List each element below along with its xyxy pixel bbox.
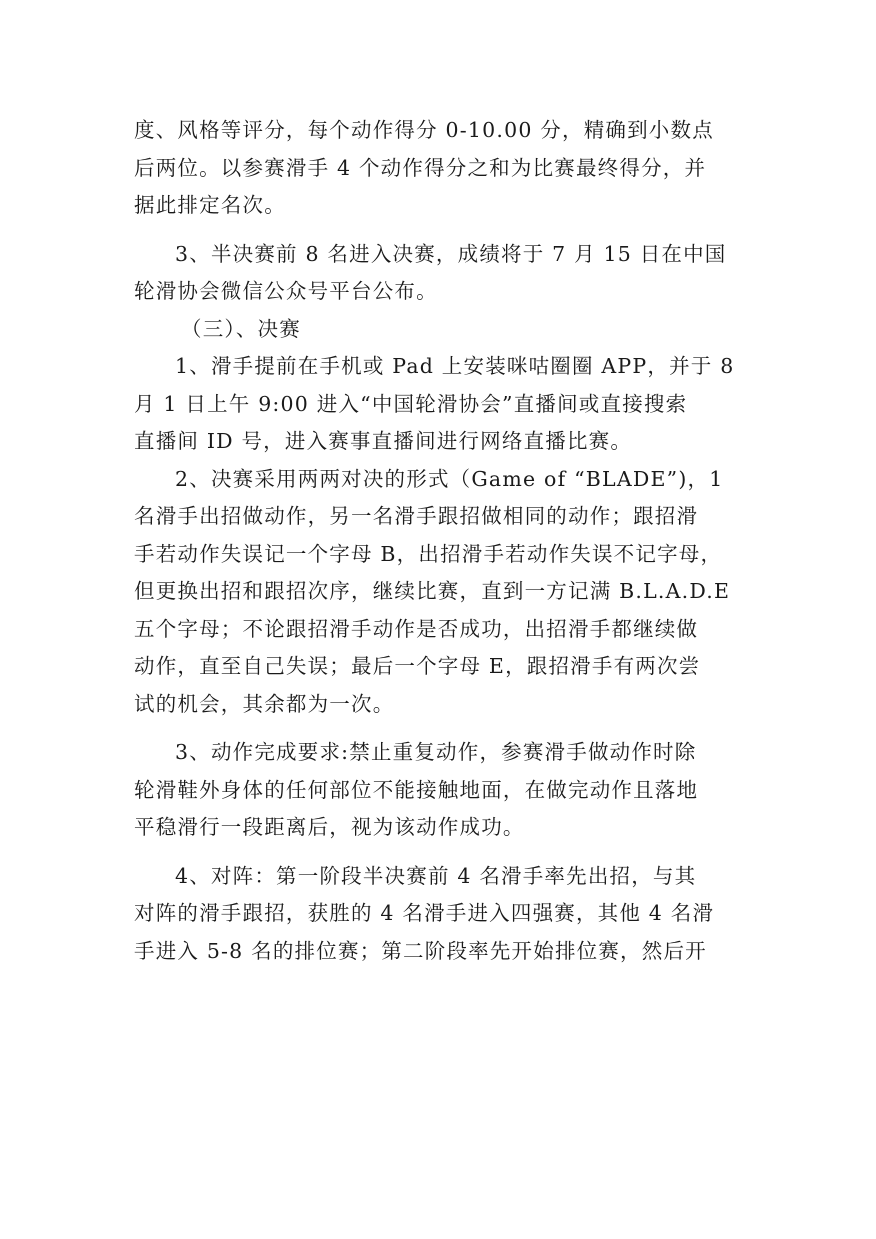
text-line: 动作，直至自己失误；最后一个字母 E，跟招滑手有两次尝 [134, 654, 701, 678]
text-line: 但更换出招和跟招次序，继续比赛，直到一方记满 B.L.A.D.E [134, 579, 731, 603]
text-line: 后两位。以参赛滑手 4 个动作得分之和为比赛最终得分，并 [134, 155, 707, 180]
text-line: 月 1 日上午 9:00 进入“中国轮滑协会”直播间或直接搜索 [134, 391, 688, 416]
text-line: 3、半决赛前 8 名进入决赛，成绩将于 7 月 15 日在中国 [175, 241, 727, 266]
text-line: 手进入 5-8 名的排位赛；第二阶段率先开始排位赛，然后开 [134, 938, 707, 963]
text-line: 试的机会，其余都为一次。 [134, 691, 395, 716]
text-line: 对阵的滑手跟招，获胜的 4 名滑手进入四强赛，其他 4 名滑 [134, 901, 715, 925]
text-line: 直播间 ID 号，进入赛事直播间进行网络直播比赛。 [134, 429, 633, 453]
text-line: 2、决赛采用两两对决的形式（Game of “BLADE”)，1 [175, 466, 724, 491]
text-line: 平稳滑行一段距离后，视为该动作成功。 [134, 815, 525, 839]
text-line: 1、滑手提前在手机或 Pad 上安装咪咕圈圈 APP，并于 8 [175, 354, 735, 378]
text-line: 五个字母；不论跟招滑手动作是否成功，出招滑手都继续做 [134, 616, 699, 641]
text-line: 3、动作完成要求:禁止重复动作，参赛滑手做动作时除 [175, 740, 697, 764]
text-line: 轮滑鞋外身体的任何部位不能接触地面，在做完动作且落地 [134, 777, 699, 802]
text-line: 4、对阵：第一阶段半决赛前 4 名滑手率先出招，与其 [175, 863, 697, 888]
section-heading: （三）、决赛 [181, 316, 301, 341]
document-body [134, 112, 746, 970]
text-line: 名滑手出招做动作，另一名滑手跟招做相同的动作；跟招滑 [134, 504, 699, 528]
text-line: 据此排定名次。 [134, 193, 286, 217]
text-line: 手若动作失误记一个字母 B，出招滑手若动作失误不记字母， [134, 541, 723, 566]
text-line: 轮滑协会微信公众号平台公布。 [134, 279, 438, 303]
text-line: 度、风格等评分，每个动作得分 0-10.00 分，精确到小数点 [134, 118, 714, 142]
